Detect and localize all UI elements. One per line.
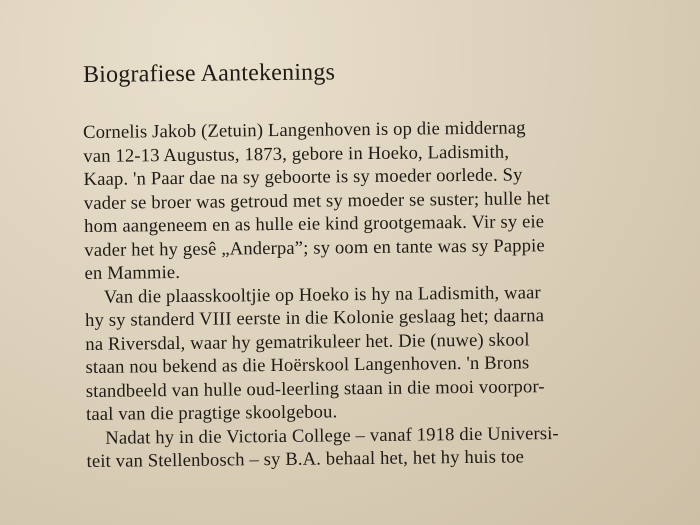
text-line: van 12-13 Augustus, 1873, gebore in Hoeko, Ladismith, (83, 141, 510, 167)
section-heading: Biografiese Aantekenings (82, 59, 336, 88)
body-text (83, 115, 647, 473)
text-line: teit van Stellenbosch – sy B.A. behaal het, het hy huis toe (86, 446, 525, 472)
text-line: Cornelis Jakob (Zetuin) Langenhoven is op die middernag (83, 117, 526, 143)
text-line: vader het hy gesê „Anderpa”; sy oom en tante was sy Pappie (84, 234, 545, 261)
text-line: standbeeld van hulle oud-leerling staan in die mooi voorpor- (85, 375, 545, 402)
text-line: na Riversdal, waar hy gematrikuleer het. Die (nuwe) skool (85, 328, 530, 355)
text-line: staan nou bekend as die Hoërskool Langenhoven. 'n Brons (85, 352, 530, 378)
text-line: taal van die pragtige skoolgebou. (85, 401, 338, 425)
text-line: Kaap. 'n Paar dae na sy geboorte is sy moeder oorlede. Sy (83, 164, 523, 190)
text-line: vader se broer was getroud met sy moeder se suster; hulle het (83, 187, 551, 214)
text-line: hom aangeneem en as hulle eie kind grootgemaak. Vir sy eie (83, 211, 545, 237)
text-line: en Mammie. (84, 261, 181, 284)
text-line: Nadat hy in die Victoria College – vanaf 1918 die Universi- (105, 422, 559, 449)
text-line: Van die plaasskooltjie op Hoeko is hy na Ladismith, waar (103, 281, 541, 308)
text-line: hy sy standerd VIII eerste in die Kolonie geslaag het; daarna (84, 305, 545, 331)
